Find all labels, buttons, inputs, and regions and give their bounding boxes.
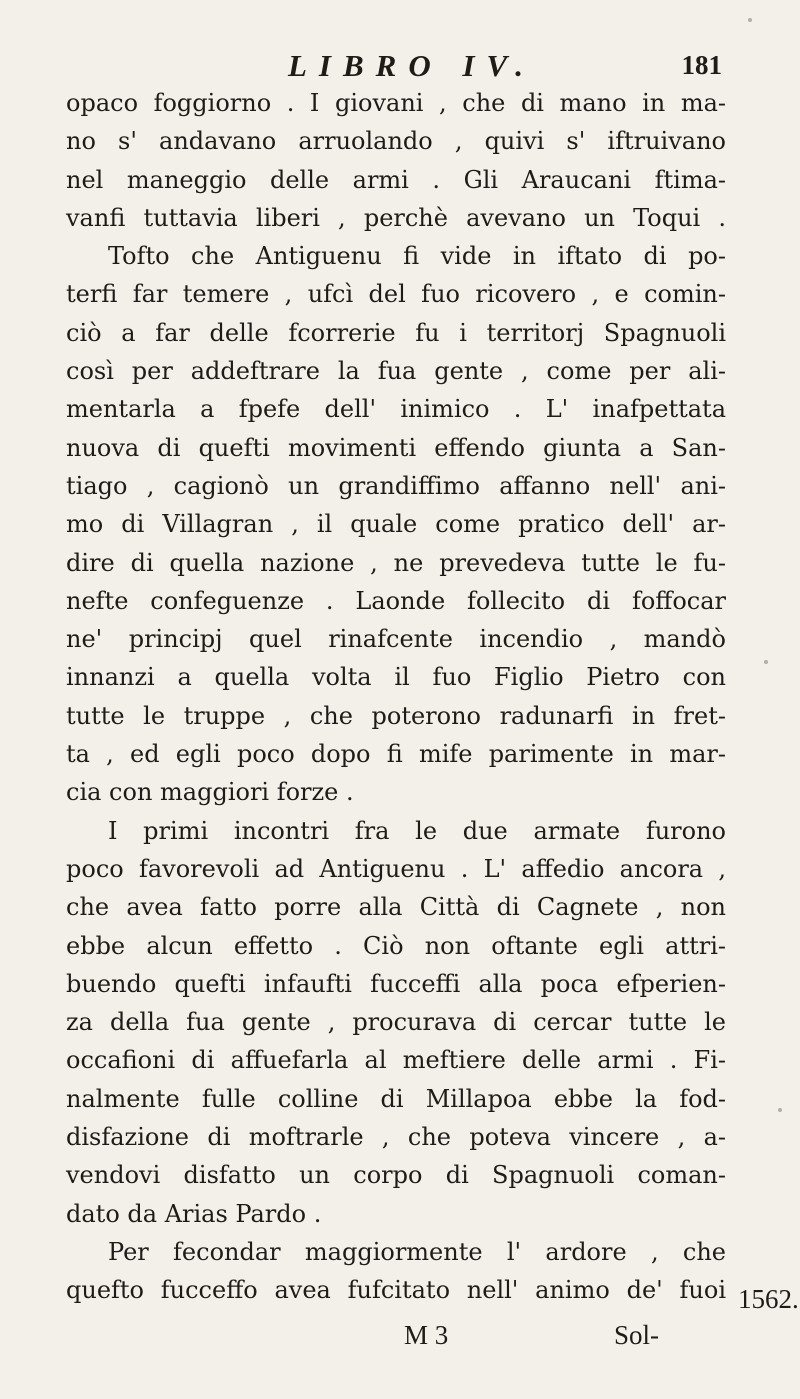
text-line: no s' andavano arruolando , quivi s' iftruivano	[66, 127, 726, 156]
text-line: ebbe alcun effetto . Ciò non oftante egli attri-	[66, 931, 726, 960]
text-line: che avea fatto porre alla Città di Cagnete , non	[66, 893, 726, 922]
text-line: ne' principj quel rinafcente incendio , mandò	[66, 625, 726, 654]
text-line: dire di quella nazione , ne prevedeva tutte le fu-	[66, 548, 726, 577]
text-line: Tofto che Antiguenu fi vide in iftato di po-	[108, 242, 726, 271]
text-line: nalmente fulle colline di Millapoa ebbe la fod-	[66, 1084, 726, 1113]
text-line: vanfi tuttavia liberi , perchè avevano un Toqui .	[66, 203, 726, 232]
text-line: quefto fucceffo avea fufcitato nell' animo de' fuoi	[66, 1276, 726, 1305]
text-line: I primi incontri fra le due armate furono	[108, 816, 726, 845]
text-line: nefte confeguenze . Laonde follecito di foffocar	[66, 586, 726, 615]
paper-spot	[764, 660, 768, 664]
text-line: nel maneggio delle armi . Gli Araucani ftima-	[66, 165, 726, 194]
text-line: Per fecondar maggiormente l' ardore , che	[108, 1237, 726, 1266]
page-footer	[66, 1320, 726, 1360]
body-text	[66, 84, 726, 1310]
paper-spot	[778, 1108, 782, 1112]
text-line: opaco foggiorno . I giovani , che di mano in ma-	[66, 89, 726, 117]
text-line: mo di Villagran , il quale come pratico dell' ar-	[66, 510, 726, 539]
text-line: cia con maggiori forze .	[66, 778, 354, 807]
paper-spot	[748, 18, 752, 22]
page-number: 181	[681, 50, 722, 80]
signature-mark: M 3	[404, 1320, 449, 1350]
text-line: buendo quefti infaufti fucceffi alla poca efperien-	[66, 969, 726, 998]
text-line: così per addeftrare la fua gente , come per ali-	[66, 357, 726, 386]
text-line: ciò a far delle fcorrerie fu i territorj Spagnuoli	[66, 318, 726, 347]
text-line: mentarla a fpefe dell' inimico . L' inafpettata	[66, 395, 726, 424]
text-line: occafioni di affuefarla al meftiere delle armi . Fi-	[66, 1046, 726, 1075]
text-line: za della fua gente , procurava di cercar tutte le	[66, 1008, 726, 1037]
text-line: terfi far temere , ufcì del fuo ricovero , e comin-	[66, 280, 726, 309]
text-line: dato da Arias Pardo .	[66, 1199, 322, 1228]
text-line: disfazione di moftrarle , che poteva vincere , a-	[66, 1123, 726, 1152]
text-line: nuova di quefti movimenti effendo giunta a San-	[66, 433, 726, 462]
catchword: Sol-	[614, 1320, 660, 1350]
text-line: tiago , cagionò un grandiffimo affanno nell' ani-	[66, 471, 726, 500]
running-head: LIBRO IV.	[288, 48, 535, 83]
text-line: poco favorevoli ad Antiguenu . L' affedio ancora ,	[66, 854, 726, 883]
text-line: vendovi disfatto un corpo di Spagnuoli coman-	[66, 1161, 726, 1190]
text-line: innanzi a quella volta il fuo Figlio Pietro con	[66, 663, 726, 692]
text-line: tutte le truppe , che poterono radunarfi in fret-	[66, 701, 726, 730]
margin-note-year: 1562.	[738, 1284, 799, 1314]
text-line: ta , ed egli poco dopo fi mife parimente in mar-	[66, 740, 726, 769]
